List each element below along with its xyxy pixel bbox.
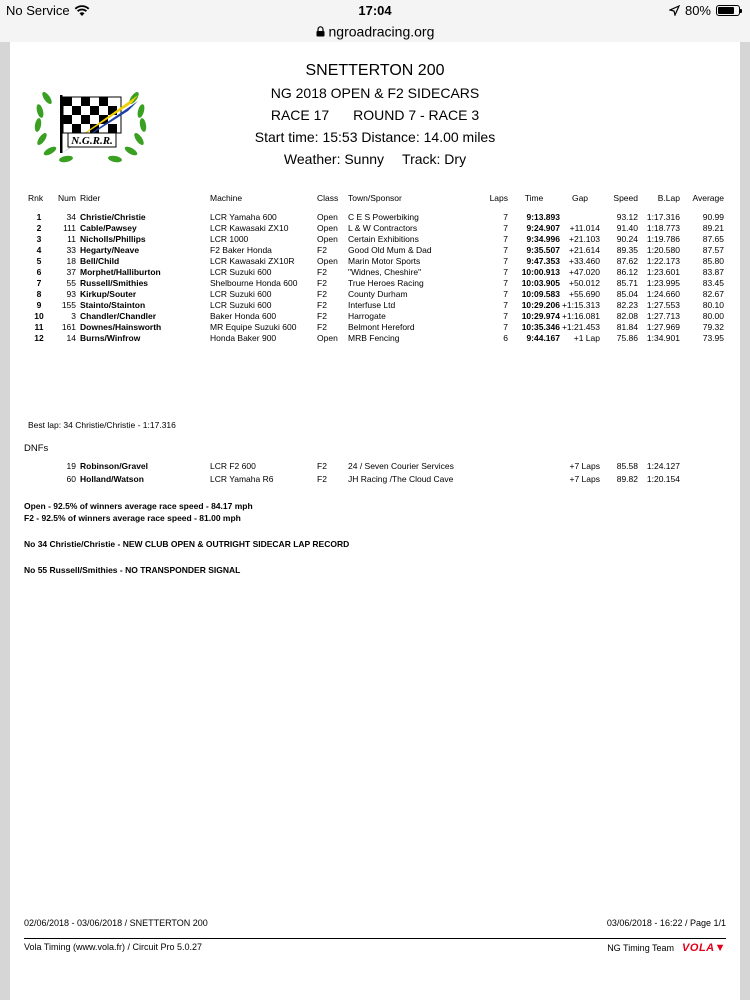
cell-blap: 1:27.553 (646, 300, 680, 310)
cell-machine: LCR F2 600 (210, 461, 256, 471)
lap-record-note: No 34 Christie/Christie - NEW CLUB OPEN & OUTRIGHT SIDECAR LAP RECORD (24, 539, 350, 549)
cell-rnk: 7 (36, 278, 42, 288)
cell-gap: +55.690 (569, 289, 600, 299)
cell-machine: LCR Suzuki 600 (210, 267, 272, 277)
col-rider: Rider (80, 193, 101, 203)
event-title: SNETTERTON 200 (305, 62, 445, 79)
cell-num: 93 (66, 289, 76, 299)
cell-rider: Christie/Christie (80, 212, 146, 222)
cell-town: C E S Powerbiking (348, 212, 419, 222)
cell-laps: 7 (503, 267, 508, 277)
cell-town: MRB Fencing (348, 333, 400, 343)
cell-blap: 1:19.786 (646, 234, 680, 244)
race-header (10, 60, 740, 170)
cell-avg: 80.00 (702, 311, 724, 321)
cell-avg: 83.87 (702, 267, 724, 277)
cell-laps: 7 (503, 234, 508, 244)
cell-gap: +50.012 (569, 278, 600, 288)
col-speed: Speed (613, 193, 638, 203)
cell-class: F2 (317, 474, 327, 484)
cell-rider: Morphet/Halliburton (80, 267, 161, 277)
table-row (24, 234, 724, 245)
cell-gap: +21.103 (569, 234, 600, 244)
cell-laps: 7 (503, 300, 508, 310)
cell-time: 9:35.507 (526, 245, 560, 255)
cell-num: 37 (66, 267, 76, 277)
cell-rider: Hegarty/Neave (80, 245, 140, 255)
col-class: Class (317, 193, 339, 203)
table-row (24, 267, 724, 278)
cell-rider: Holland/Watson (80, 474, 144, 484)
transponder-note: No 55 Russell/Smithies - NO TRANSPONDER SIGNAL (24, 565, 241, 575)
timing-team: NG Timing Team (607, 943, 675, 953)
cell-laps: 7 (503, 322, 508, 332)
cell-gap: +33.460 (569, 256, 600, 266)
event-dates: 02/06/2018 - 03/06/2018 / SNETTERTON 200 (24, 918, 208, 928)
cell-rnk: 1 (36, 212, 42, 222)
cell-machine: Shelbourne Honda 600 (210, 278, 298, 288)
table-row (24, 223, 724, 234)
vola-logo: VOLA▼ (682, 942, 726, 954)
cell-class: F2 (317, 311, 327, 321)
table-row (24, 289, 724, 300)
cell-gap: +21.614 (569, 245, 600, 255)
cell-rnk: 6 (36, 267, 42, 277)
cell-avg: 87.57 (702, 245, 724, 255)
cell-machine: LCR Suzuki 600 (210, 289, 272, 299)
cell-time: 10:09.583 (521, 289, 560, 299)
cell-gap: +1:21.453 (561, 322, 600, 332)
cell-speed: 85.71 (616, 278, 638, 288)
table-row (24, 245, 724, 256)
cell-gap: +7 Laps (569, 474, 600, 484)
cell-class: Open (317, 234, 338, 244)
cell-town: Marin Motor Sports (348, 256, 421, 266)
logo-text: N.G.R.R. (71, 135, 113, 147)
cell-laps: 7 (503, 212, 508, 222)
cell-time: 10:35.346 (521, 322, 560, 332)
cell-rnk: 4 (36, 245, 42, 255)
cell-rnk: 3 (36, 234, 42, 244)
cell-speed: 85.04 (616, 289, 638, 299)
cell-machine: LCR Kawasaki ZX10 (210, 223, 289, 233)
cell-machine: LCR Kawasaki ZX10R (210, 256, 295, 266)
cell-time: 9:34.996 (526, 234, 560, 244)
weather: Weather: Sunny (283, 151, 385, 167)
cell-gap: +7 Laps (569, 461, 600, 471)
carrier-label: No Service (6, 3, 70, 18)
cell-class: F2 (317, 267, 327, 277)
cell-laps: 7 (503, 245, 508, 255)
cell-blap: 1:24.660 (646, 289, 680, 299)
battery-level (718, 7, 734, 14)
cell-laps: 7 (503, 289, 508, 299)
col-gap: Gap (571, 193, 589, 203)
results-table (24, 192, 724, 344)
cell-avg: 85.80 (702, 256, 724, 266)
race-notes (24, 500, 349, 576)
cell-rnk: 5 (36, 256, 42, 266)
cell-gap: +11.014 (569, 223, 600, 233)
cell-time: 9:44.167 (526, 333, 560, 343)
cell-num: 33 (66, 245, 76, 255)
cell-blap: 1:18.773 (646, 223, 680, 233)
cell-rnk: 10 (34, 311, 44, 321)
cell-speed: 82.23 (616, 300, 638, 310)
cell-rider: Russell/Smithies (80, 278, 149, 288)
cell-time: 10:29.974 (521, 311, 560, 321)
dnf-table (24, 460, 724, 486)
start-distance: Start time: 15:53 Distance: 14.00 miles (254, 129, 496, 145)
cell-town: 24 / Seven Courier Services (348, 461, 454, 471)
col-blap: B.Lap (657, 193, 680, 203)
cell-time: 9:13.893 (526, 212, 560, 222)
table-row (24, 333, 724, 344)
cell-time: 9:47.353 (526, 256, 560, 266)
footer-bottom (24, 938, 726, 952)
cell-gap: +1:15.313 (561, 300, 600, 310)
track-condition: Track: Dry (402, 151, 467, 167)
col-laps: Laps (489, 193, 508, 203)
cell-speed: 90.24 (616, 234, 638, 244)
f2-speed-note: F2 - 92.5% of winners average race speed - 81.00 mph (24, 513, 241, 523)
cell-time: 10:03.905 (521, 278, 560, 288)
cell-class: F2 (317, 289, 327, 299)
table-row (24, 212, 724, 223)
cell-town: Certain Exhibitions (348, 234, 419, 244)
cell-class: F2 (317, 461, 327, 471)
table-row (24, 322, 724, 333)
battery-icon (716, 5, 740, 16)
cell-rnk: 12 (34, 333, 44, 343)
cell-machine: LCR Yamaha 600 (210, 212, 277, 222)
cell-avg: 87.65 (702, 234, 724, 244)
cell-machine: F2 Baker Honda (210, 245, 272, 255)
cell-num: 14 (66, 333, 76, 343)
cell-class: F2 (317, 300, 327, 310)
cell-avg: 89.21 (702, 223, 724, 233)
cell-num: 18 (66, 256, 76, 266)
cell-num: 111 (63, 223, 76, 233)
cell-avg: 83.45 (702, 278, 724, 288)
cell-town: "Widnes, Cheshire" (348, 267, 422, 277)
cell-laps: 7 (503, 256, 508, 266)
cell-town: Belmont Hereford (348, 322, 415, 332)
cell-rider: Kirkup/Souter (80, 289, 137, 299)
battery-percent: 80% (684, 3, 711, 18)
cell-rider: Robinson/Gravel (80, 461, 149, 471)
cell-speed: 89.35 (616, 245, 638, 255)
cell-town: Interfuse Ltd (348, 300, 396, 310)
col-rnk: Rnk (28, 193, 44, 203)
cell-speed: 91.40 (616, 223, 638, 233)
cell-gap: +1:16.081 (561, 311, 600, 321)
cell-blap: 1:23.995 (646, 278, 680, 288)
cell-rider: Nicholls/Phillips (80, 234, 146, 244)
cell-speed: 93.12 (616, 212, 638, 222)
table-row (24, 311, 724, 322)
cell-num: 11 (67, 234, 76, 244)
table-row (24, 300, 724, 311)
cell-speed: 75.86 (616, 333, 638, 343)
cell-avg: 82.67 (702, 289, 724, 299)
cell-time: 10:29.206 (521, 300, 560, 310)
col-time: Time (524, 193, 544, 203)
cell-machine: Baker Honda 600 (210, 311, 277, 321)
cell-gap (560, 212, 600, 223)
cell-time: 9:24.907 (526, 223, 560, 233)
cell-laps: 7 (503, 223, 508, 233)
cell-rnk: 11 (34, 322, 44, 332)
cell-class: Open (317, 256, 338, 266)
cell-gap: +47.020 (569, 267, 600, 277)
cell-class: F2 (317, 245, 327, 255)
dnf-row (24, 460, 724, 473)
cell-laps: 6 (503, 333, 508, 343)
location-arrow-icon (669, 5, 680, 16)
cell-num: 34 (66, 212, 76, 222)
cell-machine: LCR Yamaha R6 (210, 474, 274, 484)
cell-blap: 1:27.969 (646, 322, 680, 332)
col-avg: Average (692, 193, 724, 203)
cell-blap: 1:34.901 (646, 333, 680, 343)
cell-speed: 81.84 (616, 322, 638, 332)
status-bar (0, 0, 750, 22)
results-document (10, 42, 740, 1000)
clock: 17:04 (358, 3, 392, 18)
cell-class: Open (317, 212, 338, 222)
cell-blap: 1:27.713 (646, 311, 680, 321)
cell-speed: 87.62 (616, 256, 638, 266)
round-number: ROUND 7 - RACE 3 (353, 107, 480, 123)
col-num: Num (58, 193, 76, 203)
cell-machine: Honda Baker 900 (210, 333, 277, 343)
cell-num: 19 (66, 461, 76, 471)
cell-avg: 90.99 (702, 212, 724, 222)
url-text[interactable]: ngroadracing.org (328, 23, 435, 40)
cell-num: 60 (66, 474, 76, 484)
cell-gap: +1 Lap (573, 333, 600, 343)
cell-class: Open (317, 223, 338, 233)
dnf-row (24, 473, 724, 486)
open-speed-note: Open - 92.5% of winners average race speed - 84.17 mph (24, 501, 253, 511)
cell-num: 161 (61, 322, 76, 332)
cell-rnk: 8 (36, 289, 42, 299)
conditions (10, 148, 740, 170)
cell-blap: 1:20.154 (646, 474, 680, 484)
table-header (24, 192, 724, 204)
cell-rider: Stainto/Stainton (80, 300, 146, 310)
cell-time: 10:00.913 (521, 267, 560, 277)
cell-rider: Cable/Pawsey (80, 223, 137, 233)
cell-blap: 1:23.601 (646, 267, 680, 277)
dnfs-title: DNFs (24, 443, 49, 454)
cell-laps: 7 (503, 311, 508, 321)
cell-blap: 1:24.127 (646, 461, 680, 471)
cell-class: F2 (317, 322, 327, 332)
cell-rnk: 9 (36, 300, 42, 310)
cell-town: Harrogate (348, 311, 386, 321)
cell-town: L & W Contractors (348, 223, 418, 233)
cell-town: County Durham (348, 289, 408, 299)
race-number: RACE 17 (270, 107, 330, 123)
cell-rnk: 2 (36, 223, 42, 233)
cell-num: 55 (66, 278, 76, 288)
cell-blap: 1:20.580 (646, 245, 680, 255)
cell-num: 155 (61, 300, 76, 310)
cell-machine: MR Equipe Suzuki 600 (210, 322, 297, 332)
table-row (24, 256, 724, 267)
cell-class: Open (317, 333, 338, 343)
col-town: Town/Sponsor (348, 193, 402, 203)
cell-speed: 85.58 (616, 461, 638, 471)
race-info (10, 104, 740, 126)
address-bar[interactable] (0, 22, 750, 42)
cell-num: 3 (71, 311, 76, 321)
cell-speed: 89.82 (616, 474, 638, 484)
cell-class: F2 (317, 278, 327, 288)
table-row (24, 278, 724, 289)
printed-date: 03/06/2018 - 16:22 / Page 1/1 (606, 918, 726, 928)
cell-rider: Chandler/Chandler (80, 311, 157, 321)
lock-icon (316, 26, 325, 37)
cell-machine: LCR 1000 (210, 234, 249, 244)
event-subtitle: NG 2018 OPEN & F2 SIDECARS (270, 85, 480, 101)
cell-avg: 79.32 (702, 322, 724, 332)
timing-credit: Vola Timing (www.vola.fr) / Circuit Pro 5.0.27 (24, 942, 203, 952)
cell-laps: 7 (503, 278, 508, 288)
cell-avg: 80.10 (702, 300, 724, 310)
col-machine: Machine (210, 193, 243, 203)
cell-town: JH Racing /The Cloud Cave (348, 474, 454, 484)
cell-speed: 82.08 (616, 311, 638, 321)
best-lap: Best lap: 34 Christie/Christie - 1:17.316 (28, 420, 176, 430)
cell-rider: Downes/Hainsworth (80, 322, 162, 332)
cell-blap: 1:22.173 (646, 256, 680, 266)
cell-speed: 86.12 (616, 267, 638, 277)
cell-avg: 73.95 (702, 333, 724, 343)
cell-blap: 1:17.316 (646, 212, 680, 222)
footer-top (24, 918, 726, 928)
cell-machine: LCR Suzuki 600 (210, 300, 272, 310)
cell-town: True Heroes Racing (348, 278, 424, 288)
cell-rider: Burns/Winfrow (80, 333, 141, 343)
cell-rider: Bell/Child (80, 256, 120, 266)
cell-town: Good Old Mum & Dad (348, 245, 432, 255)
